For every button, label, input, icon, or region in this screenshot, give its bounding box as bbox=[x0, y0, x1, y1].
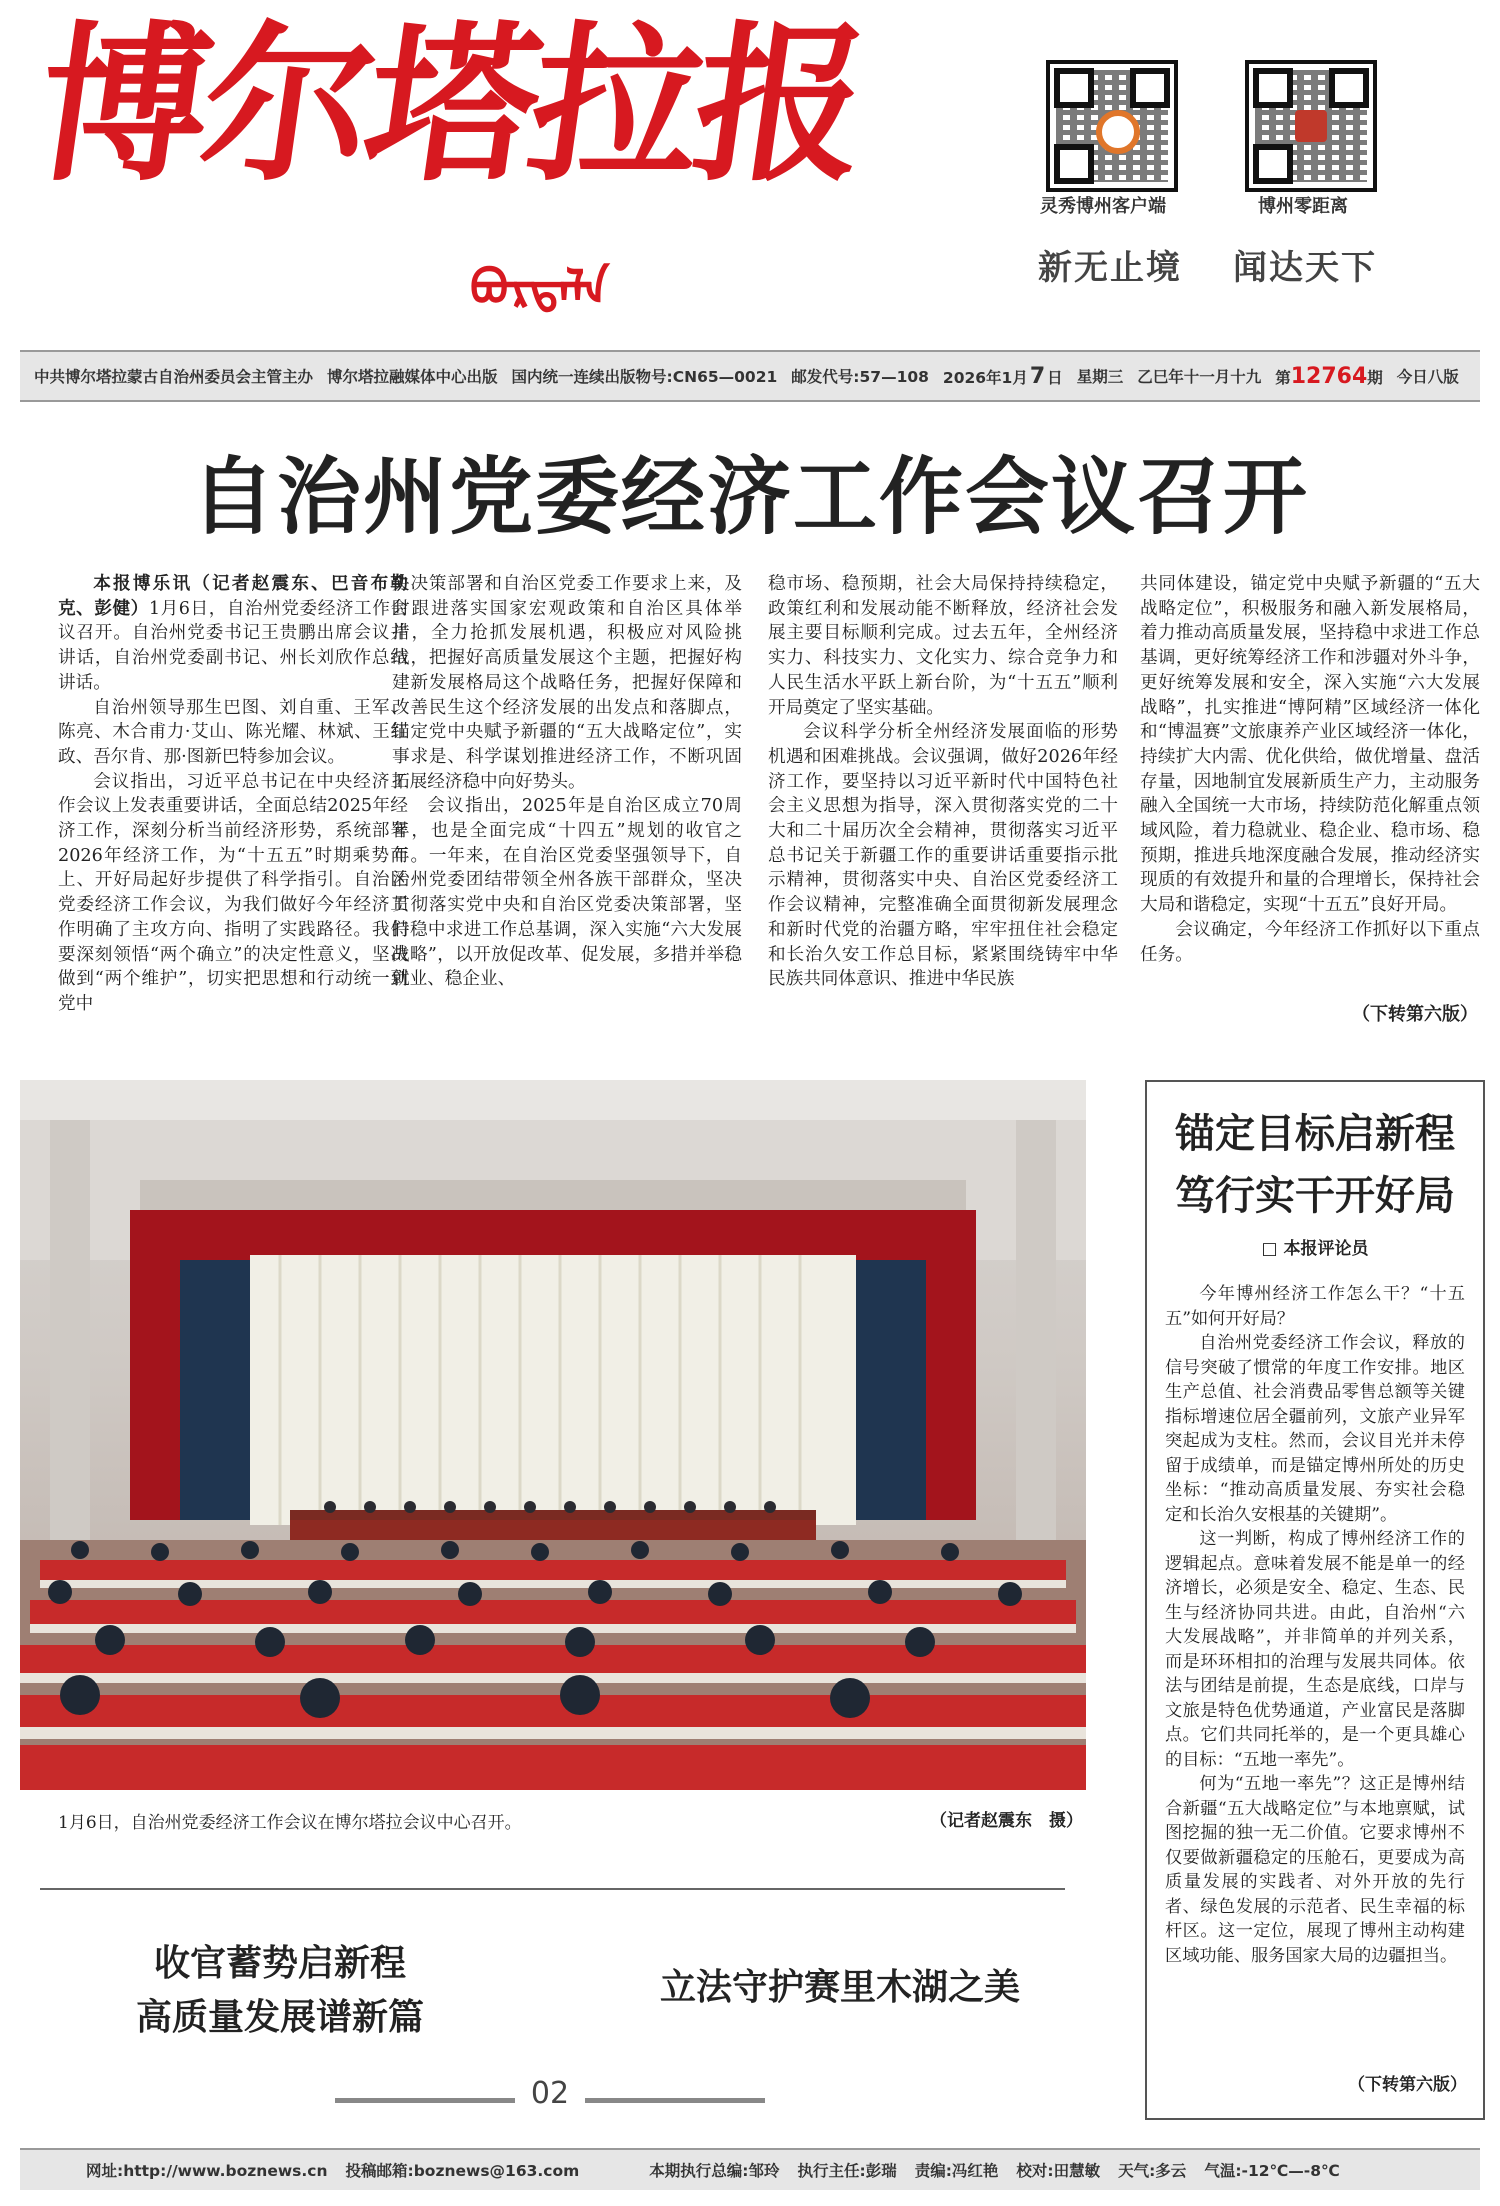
postal-code: 邮发代号:57—108 bbox=[791, 368, 929, 386]
article-paragraph: 会议确定，今年经济工作抓好以下重点任务。 bbox=[1140, 919, 1480, 965]
commentary-box bbox=[1145, 1080, 1485, 2120]
teaser-left[interactable] bbox=[90, 1936, 470, 2044]
page-count: 今日八版 bbox=[1396, 368, 1459, 386]
article-paragraph: 会议指出，2025年是自治区成立70周年，也是全面完成“十四五”规划的收官之年。一年来，在自治区党委坚强领导下，自治州党委团结带领全州各族干部群众，坚决贯彻落实党中央和自治区党委决策部署，坚持稳中求进工作总基调，深入实施“六大发展战略”，以开放促改革、促发展，多措并举稳就业、稳企业、 bbox=[392, 796, 742, 990]
main-headline: 自治州党委经济工作会议召开 bbox=[190, 448, 1309, 546]
qr-code-client[interactable] bbox=[1046, 60, 1178, 192]
footer-strip bbox=[20, 2148, 1480, 2190]
commentary-author: □ 本报评论员 bbox=[1261, 1239, 1369, 1259]
slogan-left: 新无止境 bbox=[1038, 248, 1182, 288]
qr-code-wechat[interactable] bbox=[1245, 60, 1377, 192]
commentary-paragraph: 今年博州经济工作怎么干？“十五五”如何开好局？ bbox=[1165, 1284, 1465, 1329]
wechat-logo-icon bbox=[1295, 110, 1327, 142]
temperature: 气温:-12℃—-8℃ bbox=[1204, 2162, 1340, 2180]
weather: 天气:多云 bbox=[1118, 2162, 1187, 2180]
article-paragraph: 会议指出，习近平总书记在中央经济工作会议上发表重要讲话，全面总结2025年经济工作，深刻分析当前经济形势，系统部署2026年经济工作，为“十五五”时期乘势而上、开好局起好步提供了科学指引。自治区党委经济工作会议，为我们做好今年经济工作明确了主攻方向、指明了实践路径。我们要深刻领悟“两个确立”的决定性意义，坚决做到“两个维护”，切实把思想和行动统一到党中 bbox=[58, 771, 408, 1014]
proofreader: 校对:田慧敏 bbox=[1016, 2162, 1101, 2180]
commentary-continued: （下转第六版） bbox=[1348, 2075, 1467, 2095]
article-continued: （下转第六版） bbox=[1352, 1004, 1478, 1025]
article-column-3 bbox=[768, 572, 1118, 992]
issue-number: 12764 bbox=[1290, 363, 1368, 389]
article-paragraph: 会议科学分析全州经济发展面临的形势机遇和困难挑战。会议强调，做好2026年经济工作，要坚持以习近平新时代中国特色社会主义思想为指导，深入贯彻落实党的二十大和二十届历次全会精神，贯彻落实习近平总书记关于新疆工作的重要讲话重要指示批示精神，贯彻落实中央、自治区党委经济工作会议精神，完整准确全面贯彻新发展理念和新时代党的治疆方略，牢牢扭住社会稳定和长治久安工作总目标，紧紧围绕铸牢中华民族共同体意识、推进中华民族 bbox=[768, 722, 1118, 990]
teaser-left-line2: 高质量发展谱新篇 bbox=[135, 1996, 424, 2038]
date-day-suffix: 日 bbox=[1047, 368, 1063, 387]
chief-editor: 本期执行总编:邹玲 bbox=[649, 2162, 780, 2180]
qr-label-client: 灵秀博州客户端 bbox=[1040, 196, 1166, 217]
photo-caption: 1月6日，自治州党委经济工作会议在博尔塔拉会议中心召开。 bbox=[58, 1813, 522, 1833]
issue-prefix: 第 bbox=[1275, 368, 1291, 387]
date-year: 2026年1月 bbox=[942, 368, 1028, 387]
publisher: 博尔塔拉融媒体中心出版 bbox=[327, 368, 498, 386]
commentary-paragraph: 自治州党委经济工作会议，释放的信号突破了惯常的年度工作安排。地区生产总值、社会消费品零售总额等关键指标增速位居全疆前列，文旅产业异军突起成为支柱。然而，会议目光并未停留于成绩单，而是锚定博州所处的历史坐标：“推动高质量发展、夯实社会稳定和长治久安根基的关键期”。 bbox=[1165, 1333, 1465, 1525]
article-column-1 bbox=[58, 572, 408, 1017]
commentary-title-2: 笃行实干开好局 bbox=[1175, 1172, 1455, 1219]
photo-credit: （记者赵震东 摄） bbox=[930, 1811, 1083, 1831]
article-lead: 本报博乐讯（记者赵震东、巴音布勒克、彭健） bbox=[58, 573, 408, 619]
qr-label-wechat: 博州零距离 bbox=[1258, 196, 1348, 217]
article-column-2 bbox=[392, 572, 742, 992]
commentary-title-1: 锚定目标启新程 bbox=[1175, 1110, 1455, 1157]
page-line-right bbox=[585, 2098, 765, 2103]
article-column-4 bbox=[1140, 572, 1480, 967]
meeting-hall-illustration bbox=[20, 1080, 1086, 1790]
sponsor: 中共博尔塔拉蒙古自治州委员会主管主办 bbox=[34, 368, 314, 386]
article-paragraph: 1月6日，自治州党委经济工作会议召开。自治州党委书记王贵鹏出席会议并讲话，自治州党委副书记、州长刘欣作总结讲话。 bbox=[58, 598, 408, 693]
commentary-paragraph: 这一判断，构成了博州经济工作的逻辑起点。意味着发展不能是单一的经济增长，必须是安全、稳定、生态、民生与经济协同共进。由此，自治州“六大发展战略”，并非简单的并列关系，而是环环相扣的治理与发展共同体。依法与团结是前提，生态是底线，口岸与文旅是特色优势通道，产业富民是落脚点。它们共同托举的，是一个更具雄心的目标：“五地一率先”。 bbox=[1165, 1529, 1465, 1770]
article-paragraph: 自治州领导那生巴图、刘自重、王军、陈亮、木合甫力·艾山、陈光耀、林斌、王红政、吾尔肯、那·图新巴特参加会议。 bbox=[58, 697, 408, 767]
app-logo-icon bbox=[1096, 110, 1140, 154]
lunar-date: 乙巳年十一月十九 bbox=[1137, 368, 1262, 386]
page-reference: 02 bbox=[530, 2076, 570, 2111]
exec-director: 执行主任:彭瑞 bbox=[797, 2162, 897, 2180]
weekday: 星期三 bbox=[1076, 368, 1124, 386]
commentary-body bbox=[1165, 1282, 1465, 1968]
newspaper-title: 博尔塔拉报 bbox=[25, 5, 875, 205]
date bbox=[943, 364, 1063, 389]
mongolian-title: ᠪᠣᠷᠲᠠᠯᠠ bbox=[470, 260, 610, 316]
issue-suffix: 期 bbox=[1367, 368, 1383, 387]
info-strip bbox=[20, 350, 1480, 402]
email-link[interactable]: 投稿邮箱:boznews@163.com bbox=[345, 2162, 580, 2180]
page-line-left bbox=[335, 2098, 515, 2103]
commentary-paragraph: 何为“五地一率先”？这正是博州结合新疆“五大战略定位”与本地禀赋，试图挖掘的独一无二价值。它要求博州不仅要做新疆稳定的压舱石，更要成为高质量发展的实践者、对外开放的先行者、绿色发展的示范者、民生幸福的标杆区。这一定位，展现了博州主动构建区域功能、服务国家大局的边疆担当。 bbox=[1165, 1774, 1465, 1966]
masthead bbox=[25, 5, 920, 320]
slogan-right: 闻达天下 bbox=[1233, 248, 1377, 288]
article-paragraph: 央决策部署和自治区党委工作要求上来，及时跟进落实国家宏观政策和自治区具体举措，全力抢抓发展机遇，积极应对风险挑战，把握好高质量发展这个主题，把握好构建新发展格局这个战略任务，把握好保障和改善民生这个经济发展的出发点和落脚点，锚定党中央赋予新疆的“五大战略定位”，实事求是、科学谋划推进经济工作，不断巩固拓展经济稳中向好势头。 bbox=[392, 574, 742, 792]
article-paragraph: 稳市场、稳预期，社会大局保持持续稳定，政策红利和发展动能不断释放，经济社会发展主要目标顺利完成。过去五年，全州经济实力、科技实力、文化实力、综合竞争力和人民生活水平跃上新台阶，为“十五五”顺利开局奠定了坚实基础。 bbox=[768, 574, 1118, 718]
teaser-right[interactable]: 立法守护赛里木湖之美 bbox=[659, 1966, 1020, 2008]
article-paragraph: 共同体建设，锚定党中央赋予新疆的“五大战略定位”，积极服务和融入新发展格局，着力推动高质量发展，坚持稳中求进工作总基调，更好统筹经济工作和涉疆对外斗争，更好统筹发展和安全，深入实施“六大发展战略”，扎实推进“博阿精”区域经济一体化和“博温赛”文旅康养产业区域经济一体化，持续扩大内需、优化供给，做优增量、盘活存量，因地制宜发展新质生产力，主动服务融入全国统一大市场，持续防范化解重点领域风险，着力稳就业、稳企业、稳市场、稳预期，推进兵地深度融合发展，推动经济实现质的有效提升和量的合理增长，保持社会大局和谐稳定，实现“十五五”良好开局。 bbox=[1140, 574, 1480, 916]
website-link[interactable]: 网址:http://www.boznews.cn bbox=[86, 2162, 328, 2180]
editor: 责编:冯红艳 bbox=[914, 2162, 999, 2180]
issue bbox=[1275, 364, 1383, 389]
meeting-photo[interactable] bbox=[20, 1080, 1086, 1790]
date-day: 7 bbox=[1029, 363, 1046, 389]
serial-number: 国内统一连续出版物号:CN65—0021 bbox=[511, 368, 778, 386]
section-divider bbox=[40, 1888, 1065, 1890]
teaser-left-line1: 收官蓄势启新程 bbox=[153, 1942, 406, 1984]
